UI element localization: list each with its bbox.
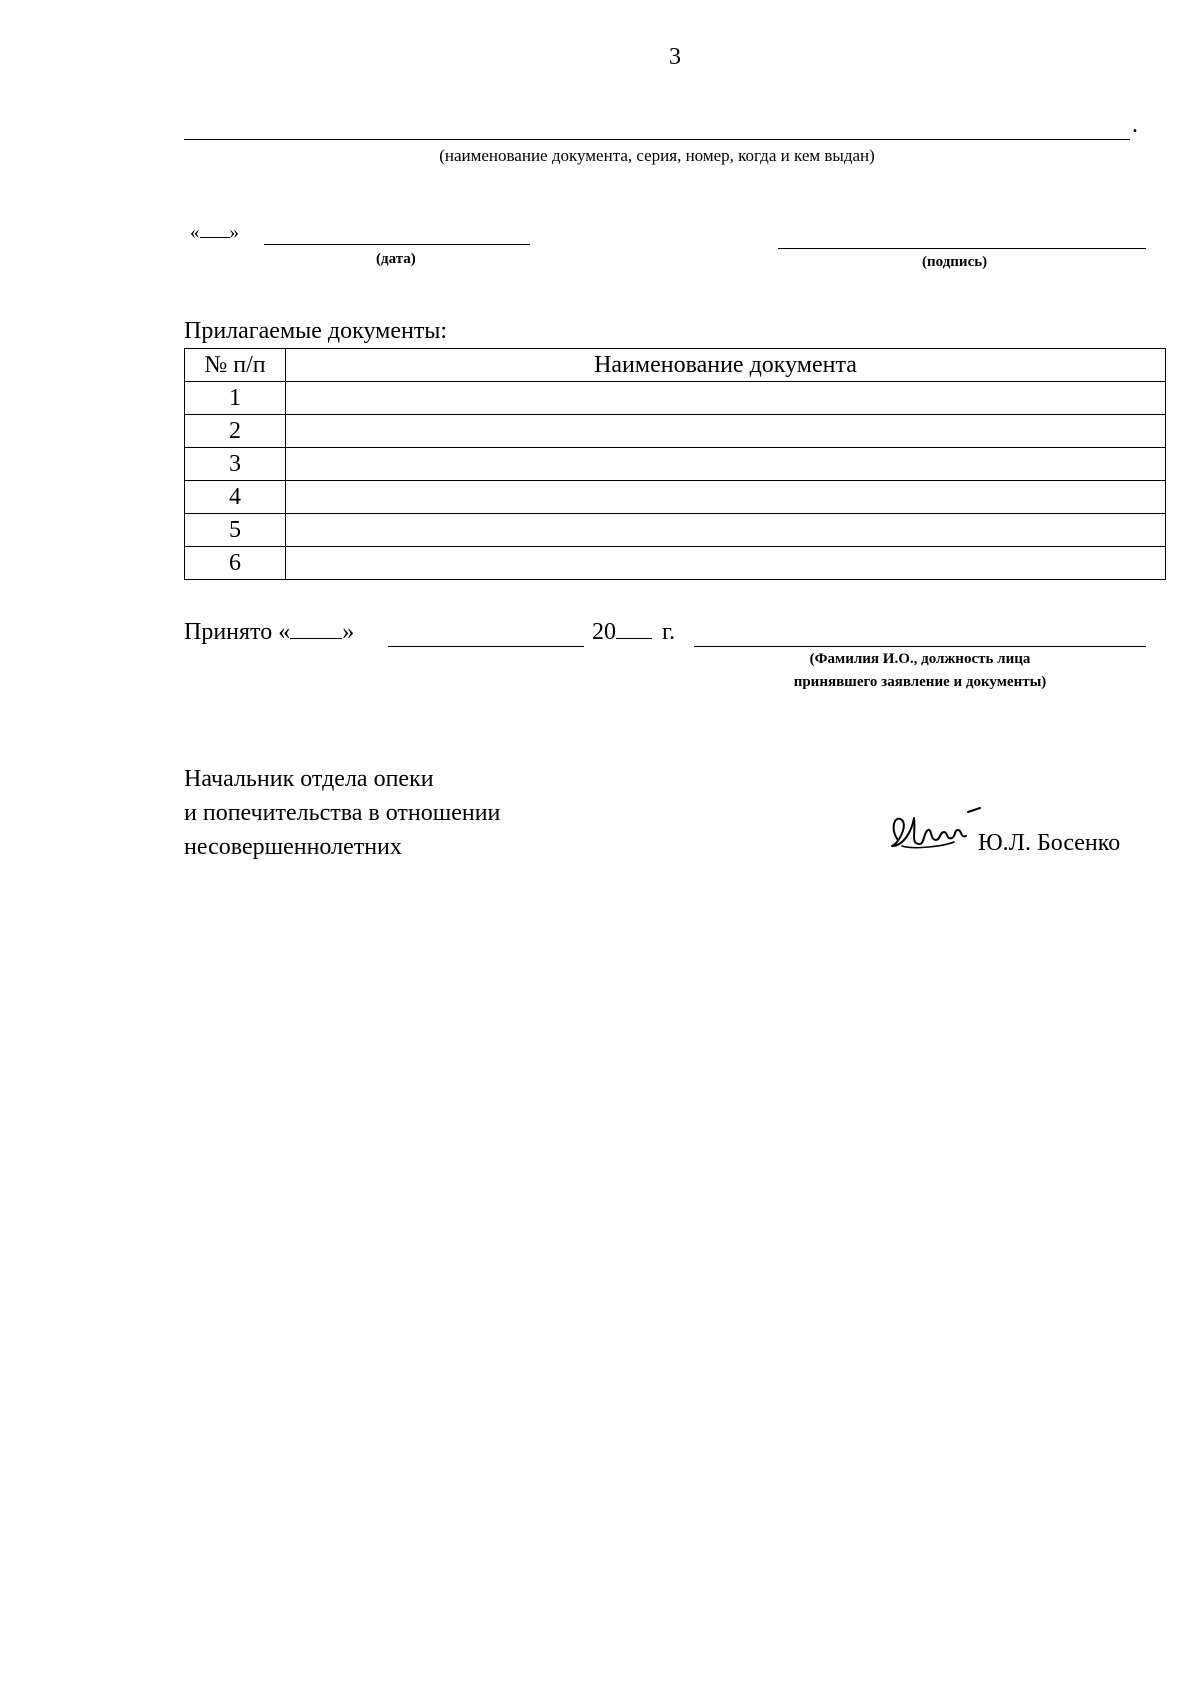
document-name-cell[interactable] (286, 481, 1166, 514)
row-number: 4 (185, 481, 286, 514)
attached-documents-table (184, 348, 1166, 580)
accepted-year-blank[interactable] (616, 638, 652, 639)
accepted-day-blank[interactable] (290, 638, 342, 639)
signature-input-line[interactable] (778, 248, 1146, 249)
attached-documents-heading: Прилагаемые документы: (184, 318, 448, 344)
table-row (185, 481, 1166, 514)
document-name-cell[interactable] (286, 448, 1166, 481)
signatory-name: Ю.Л. Босенко (978, 830, 1121, 856)
document-line-caption: (наименование документа, серия, номер, когда и кем выдан) (439, 146, 875, 165)
document-name-cell[interactable] (286, 382, 1166, 415)
signatory-title-line2: и попечительства в отношении (184, 800, 501, 826)
table-row (185, 514, 1166, 547)
signature-caption: (подпись) (922, 254, 988, 270)
document-input-line[interactable] (184, 139, 1130, 140)
row-number: 1 (185, 382, 286, 415)
accepted-year-suffix: г. (662, 619, 676, 645)
accepted-year (592, 619, 675, 646)
accepted-caption-line1: (Фамилия И.О., должность лица (809, 651, 1031, 667)
accepted-month-blank[interactable] (388, 646, 584, 647)
table-row (185, 448, 1166, 481)
row-number: 3 (185, 448, 286, 481)
row-number: 6 (185, 547, 286, 580)
date-field[interactable] (190, 222, 239, 244)
document-line-end-mark: . (1132, 112, 1138, 138)
accepted-line (184, 619, 354, 646)
signatory-title (184, 762, 500, 864)
date-quote-close: » (229, 222, 239, 243)
accepted-close-quote: » (342, 619, 355, 645)
accepted-person-blank[interactable] (694, 646, 1146, 647)
table-header-row (185, 349, 1166, 382)
table-row (185, 382, 1166, 415)
table-row (185, 547, 1166, 580)
row-number: 2 (185, 415, 286, 448)
date-quote-open: « (190, 222, 200, 243)
signatory-title-line1: Начальник отдела опеки (184, 766, 434, 792)
signatory-title-line3: несовершеннолетних (184, 834, 402, 860)
document-name-cell[interactable] (286, 514, 1166, 547)
date-input-line[interactable] (264, 244, 530, 245)
accepted-year-prefix: 20 (592, 619, 616, 645)
page-number: 3 (669, 44, 681, 70)
document-name-cell[interactable] (286, 415, 1166, 448)
column-header-document-name: Наименование документа (286, 349, 1166, 382)
document-name-cell[interactable] (286, 547, 1166, 580)
accepted-label: Принято « (184, 619, 291, 645)
accepted-caption-line2: принявшего заявление и документы) (793, 674, 1047, 690)
date-caption: (дата) (376, 251, 416, 267)
column-header-number: № п/п (185, 349, 286, 382)
table-row (185, 415, 1166, 448)
row-number: 5 (185, 514, 286, 547)
